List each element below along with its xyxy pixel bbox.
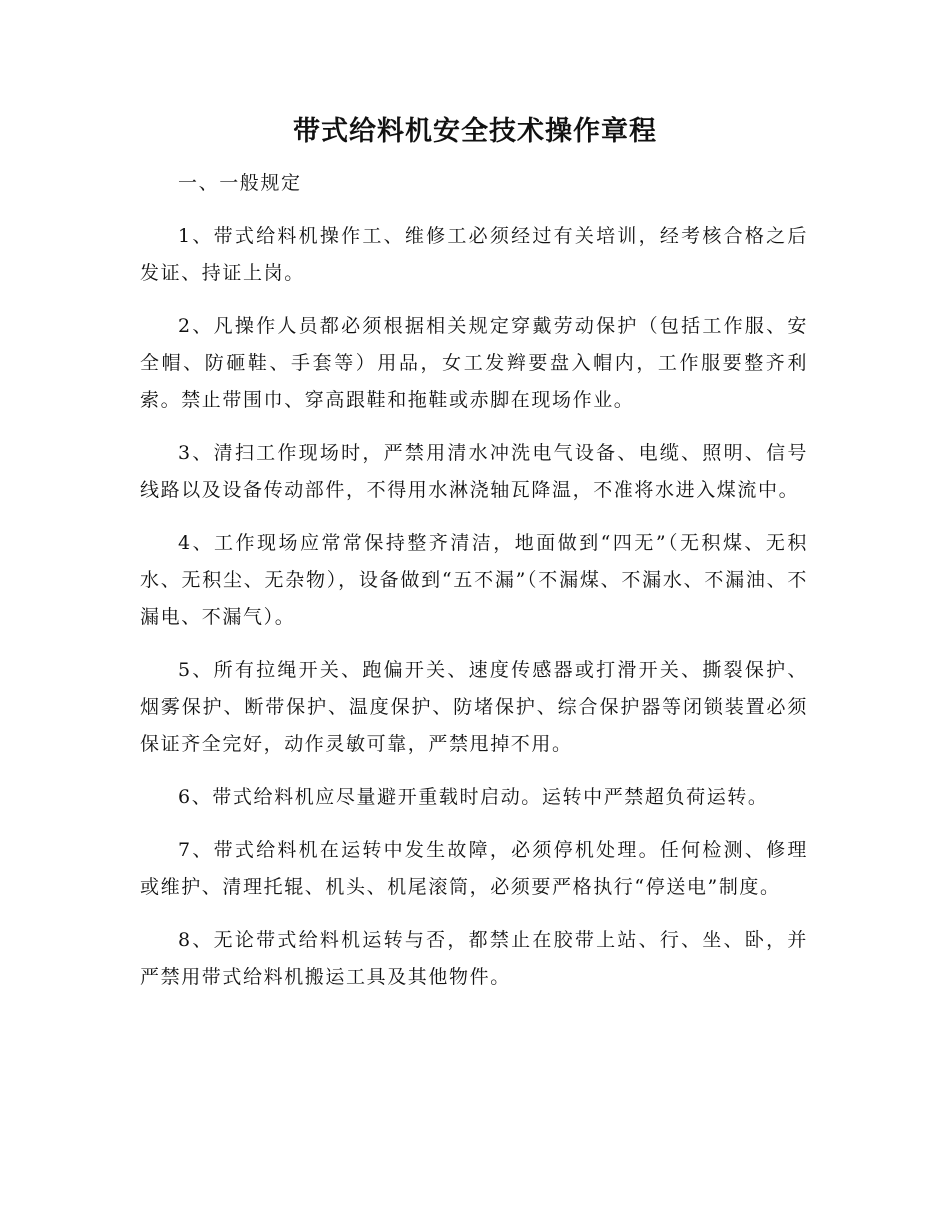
paragraph-3: 3、清扫工作现场时，严禁用清水冲洗电气设备、电缆、照明、信号线路以及设备传动部件，不得用水淋浇轴瓦降温，不准将水进入煤流中。 (140, 442, 808, 501)
paragraph-2: 2、凡操作人员都必须根据相关规定穿戴劳动保护（包括工作服、安全帽、防砸鞋、手套等）用品，女工发辫要盘入帽内，工作服要整齐利索。禁止带围巾、穿高跟鞋和拖鞋或赤脚在现场作业。 (140, 315, 808, 411)
document-title: 带式给料机安全技术操作章程 (293, 116, 657, 147)
paragraph-1: 1、带式给料机操作工、维修工必须经过有关培训，经考核合格之后发证、持证上岗。 (140, 225, 808, 284)
paragraph-4: 4、工作现场应常常保持整齐清洁，地面做到“四无”（无积煤、无积水、无积尘、无杂物），设备做到“五不漏”（不漏煤、不漏水、不漏油、不漏电、不漏气）。 (140, 532, 808, 628)
paragraph-6: 6、带式给料机应尽量避开重载时启动。运转中严禁超负荷运转。 (178, 786, 769, 808)
paragraph-5: 5、所有拉绳开关、跑偏开关、速度传感器或打滑开关、撕裂保护、烟雾保护、断带保护、温度保护、防堵保护、综合保护器等闭锁装置必须保证齐全完好，动作灵敏可靠，严禁甩掉不用。 (140, 659, 808, 755)
document-body (140, 165, 808, 1012)
paragraph-8: 8、无论带式给料机运转与否，都禁止在胶带上站、行、坐、卧，并严禁用带式给料机搬运工具及其他物件。 (140, 929, 808, 988)
section-heading: 一、一般规定 (178, 172, 302, 194)
paragraph-7: 7、带式给料机在运转中发生故障，必须停机处理。任何检测、修理或维护、清理托辊、机头、机尾滚筒，必须要严格执行“停送电”制度。 (140, 839, 808, 898)
